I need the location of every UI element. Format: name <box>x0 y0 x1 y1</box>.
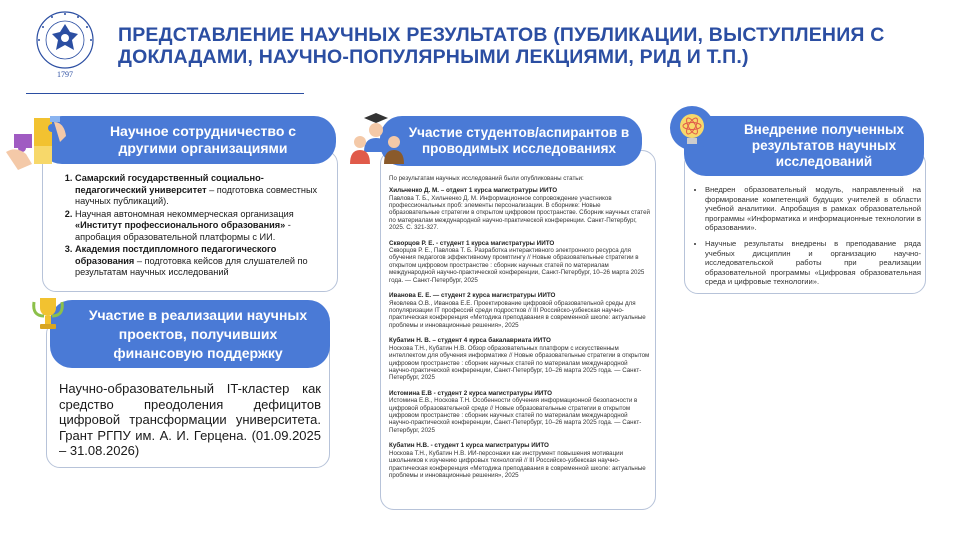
university-logo <box>34 10 96 80</box>
projects-title: Участие в реализации научных проектов, получивших финансовую поддержку <box>50 300 330 368</box>
publications-intro: По результатам научных исследований были опубликованы статьи: <box>389 175 584 182</box>
publications-list <box>389 187 651 487</box>
page-title: ПРЕДСТАВЛЕНИЕ НАУЧНЫХ РЕЗУЛЬТАТОВ (ПУБЛИКАЦИИ, ВЫСТУПЛЕНИЯ С ДОКЛАДАМИ, НАУЧНО-ПОПУЛЯРНЫМИ ЛЕКЦИЯМИ, РИД И Т.П.) <box>118 24 885 68</box>
puzzle-hands-icon <box>4 112 68 174</box>
list-item: Иванова Е. Е. — студент 2 курса магистратуры ИИТО Яковлева О.В., Иванова Е.Е. Проектирование цифровой образовательной среды для популяризации IT профессий среди подростков // III Российско-узбекская научно-практическая конференция «Методика преподавания в современной школе: актуальные проблемы и инновационные решения», 2025 <box>389 292 646 329</box>
list-item: • Внедрен образовательный модуль, направленный на формирование компетенций будущих учителей в области учебной аналитики. Апробация в рамках образовательной программы «Информатика и информационные технологии в образовании». <box>705 185 921 233</box>
lightbulb-atom-icon <box>666 104 718 162</box>
svg-text:1797: 1797 <box>57 70 73 79</box>
list-item: Хильченко Д. М. – отдент 1 курса магистратуры ИИТО Павлова Т. Б., Хильченко Д. М. Информационное сопровождение участников профессиональных проб: элементы персонализации. В сборнике: Новые образовательные стратегии в открытом цифровом пространстве. Сборник научных статей по материалам международной научно-практической конференции. Санкт-Петербург, 2025. С. 321-327. <box>389 187 650 232</box>
list-item: 2. Научная автономная некоммерческая организация «Институт профессионального образования» - апробация образовательной платформы с ИИ. <box>75 209 329 244</box>
implementation-title: Внедрение полученных результатов научных исследований <box>684 116 924 176</box>
cooperation-card <box>42 150 338 292</box>
list-item: 1. Самарский государственный социально-педагогический университет – подготовка совместных научных публикаций). <box>75 173 329 208</box>
list-item: Истомина Е.В - студент 2 курса магистратуры ИИТО Истомина Е.В., Носкова Т.Н. Особенности обучения информационной безопасности в цифровой образовательной среде // Новые образовательные стратегии в открытом цифровом пространстве : сборник научных статей по материалам международной научно-практической конференции, Санкт-Петербург, 10–26 марта 2025 года. — Санкт-Петербург, 2025 <box>389 389 642 434</box>
implementation-list <box>695 185 921 293</box>
trophy-icon <box>30 294 66 336</box>
cooperation-list <box>57 173 329 280</box>
list-item: Кубатин Н. В. – студент 4 курса бакалавриата ИИТО Носкова Т.Н., Кубатин Н.В. Обзор образовательных платформ с искусственным интеллектом для обучения информатике // Новые образовательные стратегии в открытом цифровом пространстве : сборник научных статей по материалам международной научно-практической конференции, Санкт-Петербург, 10–26 марта 2025 года. — Санкт-Петербург, 2025 <box>389 337 650 382</box>
list-item: Кубатин Н.В. - студент 1 курса магистратуры ИИТО Носкова Т.Н., Кубатин Н.В. ИИ-персонажи как инструмент повышения мотивации школьников к изучению цифровых технологий // III Российско-узбекская научно-практическая конференция «Методика преподавания в современной школе: актуальные проблемы и инновационные решения», 2025 <box>389 442 646 479</box>
list-item: • Научные результаты внедрены в преподавание ряда учебных дисциплин и организацию научно-исследовательской работы при реализации образовательной программы «Цифровая образовательная среда и цифровые технологии». <box>705 239 921 287</box>
project-description: Научно-образовательный IT-кластер как средство преодоления дефицитов цифровой трансформации университета. Грант РГПУ им. А. И. Герцена. (01.09.2025 – 31.08.2026) <box>59 381 321 458</box>
list-item: 3. Академия постдипломного педагогического образования – подготовка кейсов для слушателей по результатам научных исследований <box>75 244 329 279</box>
cooperation-title: Научное сотрудничество с другими организациями <box>40 116 336 164</box>
divider <box>26 93 304 94</box>
students-icon <box>350 112 408 168</box>
students-title: Участие студентов/аспирантов в проводимых исследованиях <box>380 116 642 166</box>
list-item: Скворцов Р. Е. - студент 1 курса магистратуры ИИТО Скворцов Р. Е., Павлова Т. Б. Разработка интерактивного электронного ресурса для обучения педагогов эффективному промптингу // Новые образовательные стратегии в открытом цифровом пространстве : сборник научных статей по материалам международной научно-практической конференции, Санкт-Петербург, 10–26 марта 2025 года. — Санкт-Петербург, 2025 <box>389 239 645 284</box>
students-card <box>380 150 656 510</box>
